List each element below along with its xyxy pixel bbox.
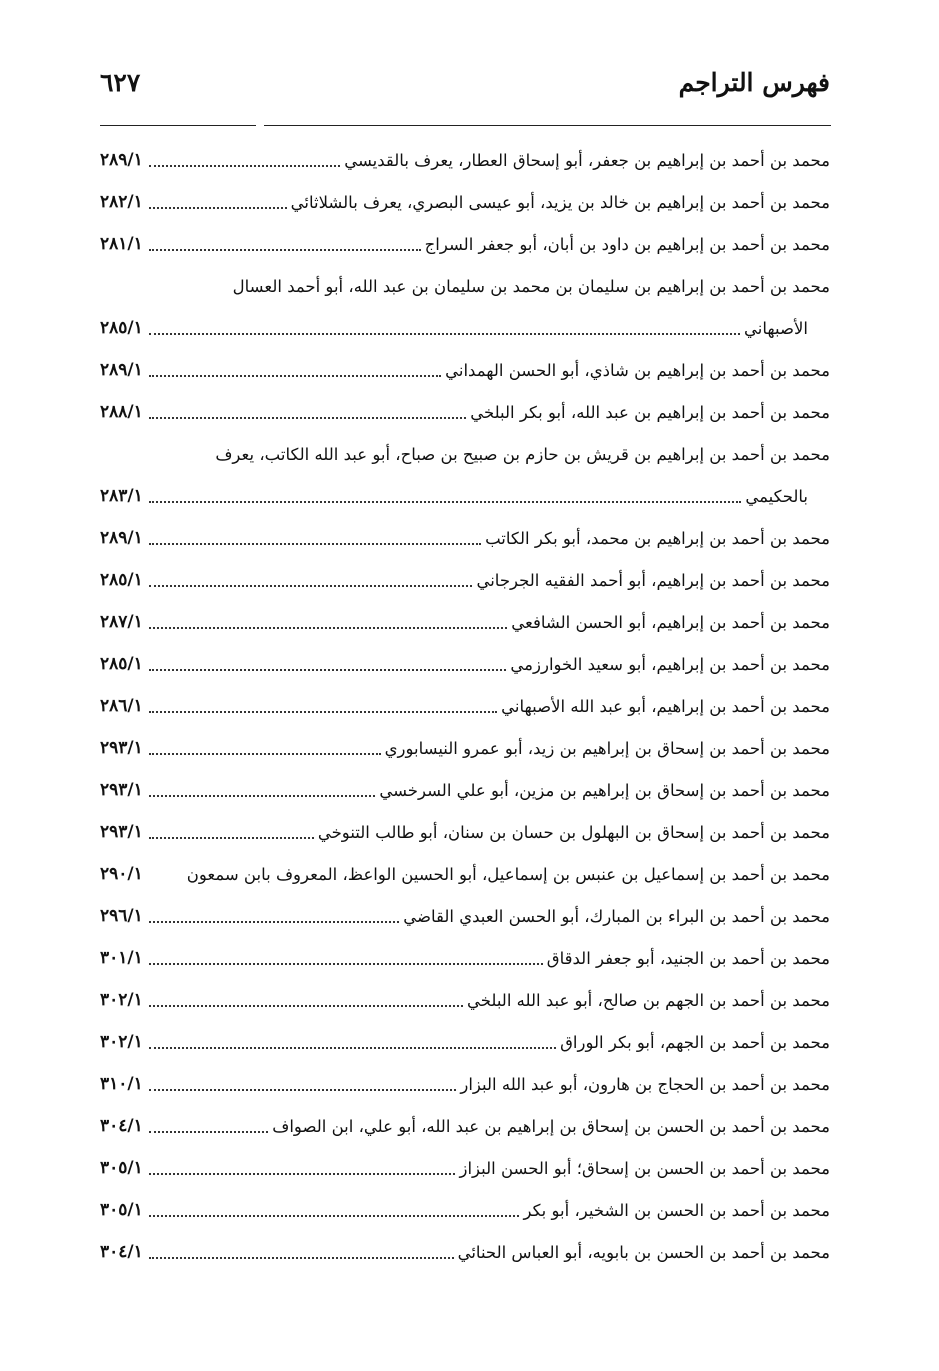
entry-line xyxy=(100,187,830,217)
leader-dots xyxy=(149,1045,556,1049)
leader-dots xyxy=(149,1003,463,1007)
page-reference: ٢٨١/١ xyxy=(100,234,143,254)
page-reference: ٢٩٣/١ xyxy=(100,780,143,800)
entry-name: محمد بن أحمد بن الحسن بن إسحاق بن إبراهيم بن عبد الله، أبو علي، ابن الصواف xyxy=(272,1116,830,1136)
page-reference: ٢٨٨/١ xyxy=(100,402,143,422)
entry-name: بالحكيمي xyxy=(745,486,808,506)
entry-line xyxy=(100,817,830,847)
page-reference: ٣٠٢/١ xyxy=(100,1032,143,1052)
entry-line xyxy=(100,649,830,679)
leader-dots xyxy=(149,415,466,419)
entry-name: محمد بن أحمد بن الحجاج بن هارون، أبو عبد الله البزار xyxy=(460,1074,830,1094)
header-rule-left xyxy=(100,125,256,126)
leader-dots xyxy=(149,961,543,965)
leader-dots xyxy=(149,1129,269,1133)
page-reference: ٢٨٥/١ xyxy=(100,570,143,590)
page-reference: ٣٠٥/١ xyxy=(100,1200,143,1220)
entry-line-wrapped xyxy=(100,439,830,469)
leader-dots xyxy=(149,835,314,839)
leader-dots xyxy=(149,499,742,503)
entry-name: محمد بن أحمد بن إبراهيم بن خالد بن يزيد، أبو عيسى البصري، يعرف بالشلاثائي xyxy=(290,192,830,212)
entry-name: محمد بن أحمد بن إبراهيم، أبو سعيد الخوارزمي xyxy=(510,654,830,674)
entry-name: محمد بن أحمد بن إبراهيم بن سليمان بن محمد بن سليمان بن عبد الله، أبو أحمد العسال xyxy=(232,276,830,296)
entry-name: محمد بن أحمد بن إبراهيم بن عبد الله، أبو بكر البلخي xyxy=(470,402,830,422)
entry-line xyxy=(100,1153,830,1183)
entry-line xyxy=(100,901,830,931)
leader-dots xyxy=(149,373,441,377)
entry-name: محمد بن أحمد بن الحسن بن إسحاق؛ أبو الحسن البزاز xyxy=(459,1158,830,1178)
entry-name: محمد بن أحمد بن البراء بن المبارك، أبو الحسن العبدي القاضي xyxy=(403,906,830,926)
leader-dots xyxy=(149,1171,456,1175)
entry-name: محمد بن أحمد بن إبراهيم بن شاذي، أبو الحسن الهمداني xyxy=(445,360,830,380)
leader-dots xyxy=(149,1087,457,1091)
leader-dots xyxy=(149,709,497,713)
leader-dots xyxy=(149,163,340,167)
entry-line xyxy=(100,1069,830,1099)
entry-line xyxy=(100,229,830,259)
entry-name: محمد بن أحمد بن إبراهيم بن داود بن أبان، أبو جعفر السراج xyxy=(424,234,830,254)
page-reference: ٣٠٥/١ xyxy=(100,1158,143,1178)
entry-line xyxy=(100,481,808,511)
page-reference: ٣٠٤/١ xyxy=(100,1116,143,1136)
page-reference: ٢٩٣/١ xyxy=(100,822,143,842)
leader-dots xyxy=(149,331,740,335)
page-reference: ٢٨٥/١ xyxy=(100,318,143,338)
page-reference: ٢٩٣/١ xyxy=(100,738,143,758)
entry-line xyxy=(100,607,830,637)
entry-name: محمد بن أحمد بن الجنيد، أبو جعفر الدقاق xyxy=(546,948,830,968)
entry-name: محمد بن أحمد بن الحسن بن الشخير، أبو بكر xyxy=(523,1200,830,1220)
page-reference: ٢٩٠/١ xyxy=(100,864,143,884)
leader-dots xyxy=(149,1213,520,1217)
page-reference: ٢٨٩/١ xyxy=(100,150,143,170)
leader-dots xyxy=(149,751,381,755)
entry-line xyxy=(100,733,830,763)
entry-line xyxy=(100,1111,830,1141)
entry-name: محمد بن أحمد بن إسحاق بن إبراهيم بن زيد، أبو عمرو النيسابوري xyxy=(384,738,830,758)
entry-name: محمد بن أحمد بن إبراهيم بن جعفر، أبو إسحاق العطار، يعرف بالقديسي xyxy=(344,150,830,170)
page-reference: ٢٨٦/١ xyxy=(100,696,143,716)
page-reference: ٢٨٧/١ xyxy=(100,612,143,632)
page-header xyxy=(100,68,830,112)
page-reference: ٢٨٣/١ xyxy=(100,486,143,506)
page-reference: ٢٨٩/١ xyxy=(100,360,143,380)
leader-dots xyxy=(149,625,508,629)
entry-line xyxy=(100,775,830,805)
page-title: فهرس التراجم xyxy=(678,68,830,97)
entry-line xyxy=(100,859,830,889)
entry-line xyxy=(100,523,830,553)
page-reference: ٢٨٩/١ xyxy=(100,528,143,548)
entry-name: محمد بن أحمد بن إبراهيم، أبو عبد الله الأصبهاني xyxy=(501,696,830,716)
entry-line xyxy=(100,397,830,427)
leader-dots xyxy=(149,793,376,797)
entry-line xyxy=(100,691,830,721)
entry-line xyxy=(100,313,808,343)
page-number: ٦٢٧ xyxy=(100,68,141,97)
page-reference: ٢٩٦/١ xyxy=(100,906,143,926)
entry-name: محمد بن أحمد بن إبراهيم بن محمد، أبو بكر الكاتب xyxy=(485,528,830,548)
page-reference: ٢٨٢/١ xyxy=(100,192,143,212)
entry-name: محمد بن أحمد بن إبراهيم بن قريش بن حازم بن صبيح بن صباح، أبو عبد الله الكاتب، يعرف xyxy=(215,444,830,464)
page-reference: ٣١٠/١ xyxy=(100,1074,143,1094)
entry-name: محمد بن أحمد بن الجهم، أبو بكر الوراق xyxy=(560,1032,830,1052)
entry-line-wrapped xyxy=(100,271,830,301)
entry-line xyxy=(100,565,830,595)
entry-name: محمد بن أحمد بن إسحاق بن البهلول بن حسان بن سنان، أبو طالب التنوخي xyxy=(317,822,830,842)
entry-line xyxy=(100,943,830,973)
leader-dots xyxy=(149,247,421,251)
entry-name: محمد بن أحمد بن إبراهيم، أبو أحمد الفقيه الجرجاني xyxy=(476,570,830,590)
leader-dots xyxy=(149,1255,454,1259)
leader-dots xyxy=(149,919,399,923)
entry-line xyxy=(100,1027,830,1057)
leader-dots xyxy=(149,667,507,671)
leader-dots xyxy=(149,583,473,587)
entry-name: محمد بن أحمد بن إسحاق بن إبراهيم بن مزين، أبو علي السرخسي xyxy=(379,780,830,800)
header-rule-right xyxy=(264,125,831,126)
entry-line xyxy=(100,145,830,175)
entry-name: محمد بن أحمد بن إبراهيم، أبو الحسن الشافعي xyxy=(511,612,830,632)
page-reference: ٣٠٢/١ xyxy=(100,990,143,1010)
entry-name: الأصبهاني xyxy=(744,318,808,338)
entry-line xyxy=(100,985,830,1015)
leader-dots xyxy=(149,205,287,209)
entry-name: محمد بن أحمد بن الحسن بن بابويه، أبو العباس الحنائي xyxy=(457,1242,830,1262)
leader-dots xyxy=(149,541,481,545)
page-reference: ٢٨٥/١ xyxy=(100,654,143,674)
entry-name: محمد بن أحمد بن إسماعيل بن عنبس بن إسماعيل، أبو الحسين الواعظ، المعروف بابن سمعون xyxy=(186,864,830,884)
entry-line xyxy=(100,355,830,385)
entry-name: محمد بن أحمد بن الجهم بن صالح، أبو عبد الله البلخي xyxy=(466,990,830,1010)
entry-line xyxy=(100,1195,830,1225)
page-reference: ٣٠٤/١ xyxy=(100,1242,143,1262)
entry-line xyxy=(100,1237,830,1267)
page-reference: ٣٠١/١ xyxy=(100,948,143,968)
